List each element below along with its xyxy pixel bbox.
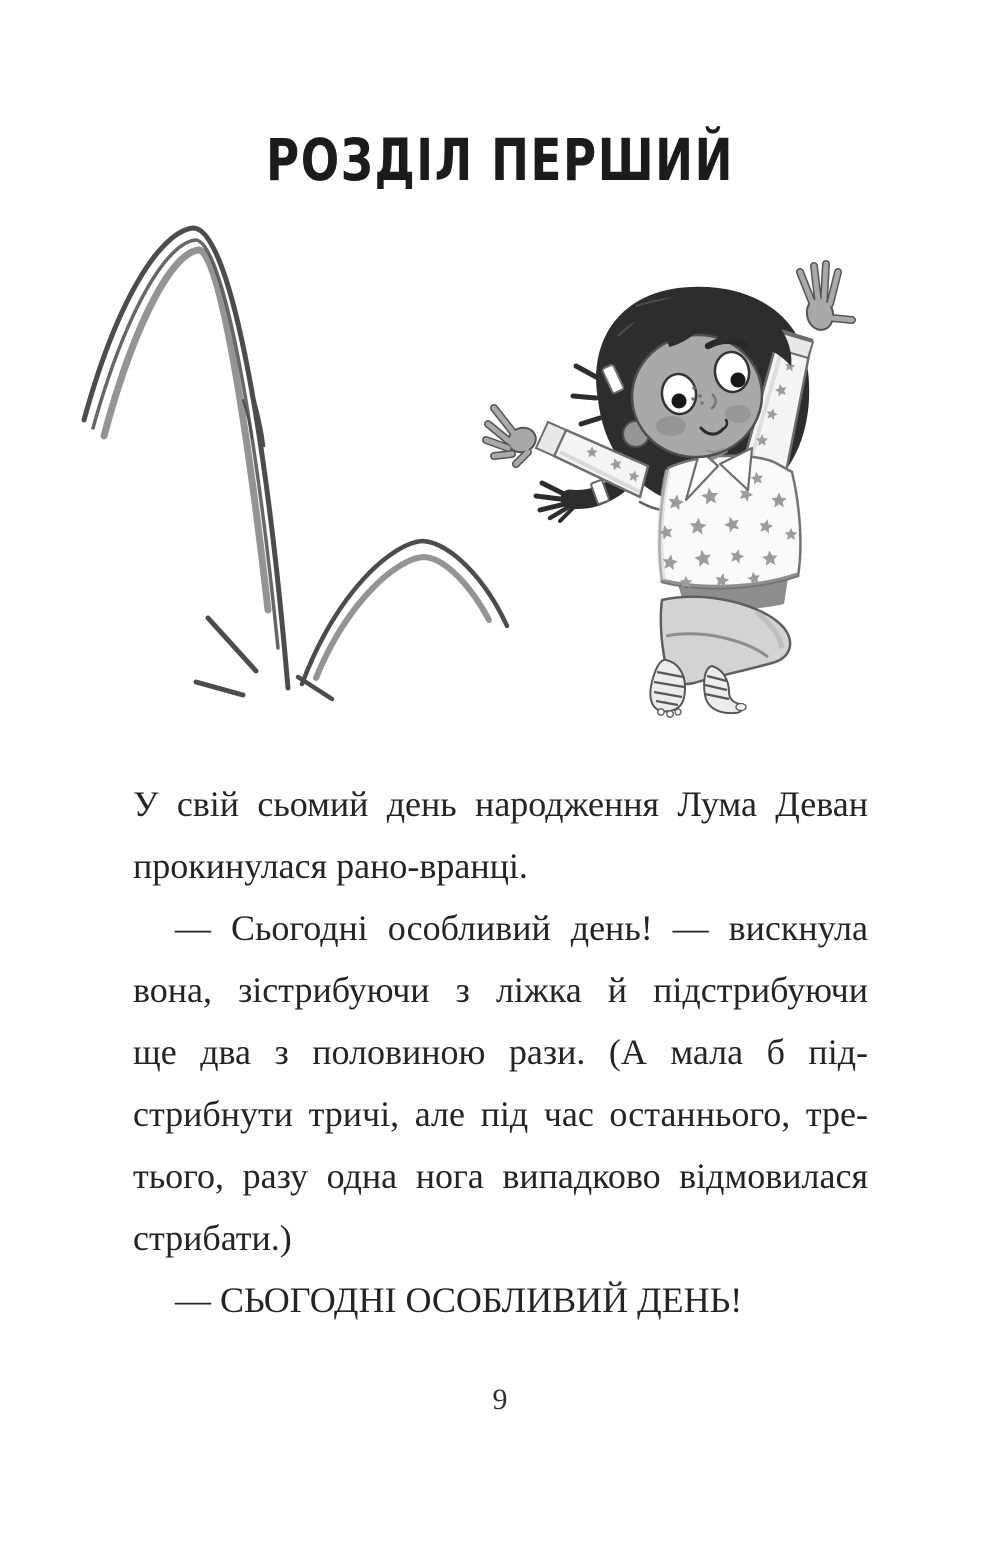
body-text-line: стрибати.) xyxy=(133,1218,292,1258)
body-text-line: ще два з половиною рази. (А мала б під- xyxy=(133,1032,868,1072)
chapter-illustration xyxy=(0,210,1000,770)
body-text-line: тього, разу одна нога випадково відмовилася xyxy=(133,1156,868,1196)
body-text-line: — СЬОГОДНІ ОСОБЛИВИЙ ДЕНЬ! xyxy=(175,1280,743,1320)
body-text-line: — Сьогодні особливий день! — вискнула xyxy=(175,908,868,948)
body-text-line: У свій сьомий день народження Лума Деван xyxy=(133,784,868,824)
page-number: 9 xyxy=(492,1383,508,1416)
chapter-title-text: РОЗДІЛ ПЕРШИЙ xyxy=(265,126,735,194)
chapter-title xyxy=(0,126,1000,194)
body-text-line: стрибнути тричі, але під час останнього, тре- xyxy=(133,1094,868,1134)
body-text xyxy=(133,773,868,1331)
girl-figure xyxy=(486,264,852,717)
body-text-line: вона, зістрибуючи з ліжка й підстрибуючи xyxy=(133,970,868,1010)
bounce-arcs-icon xyxy=(84,228,507,699)
body-text-line: прокинулася рано-вранці. xyxy=(133,846,528,886)
